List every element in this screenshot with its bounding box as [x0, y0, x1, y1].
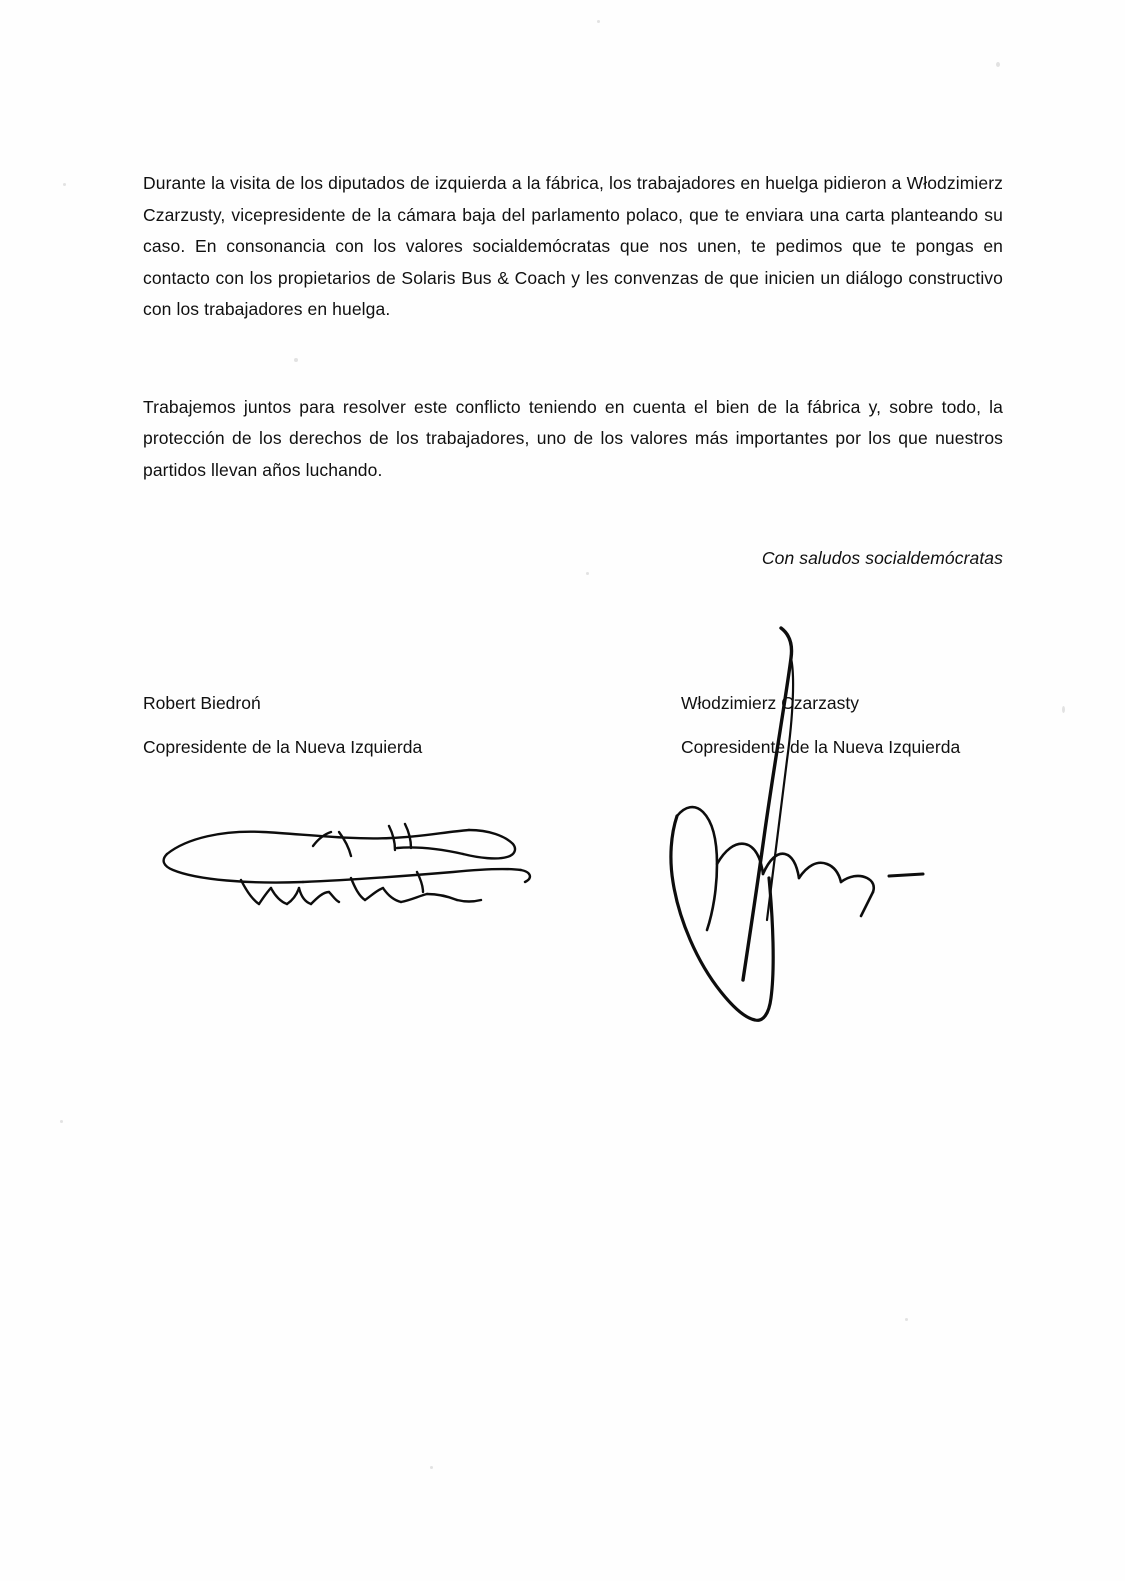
scan-speck: [597, 20, 600, 23]
scan-speck: [586, 572, 589, 575]
letter-body: [143, 168, 1003, 569]
scan-speck: [63, 183, 66, 186]
signatory-role: Copresidente de la Nueva Izquierda: [143, 737, 423, 757]
signature-area: [143, 690, 1003, 1090]
closing-salutation: Con saludos socialdemócratas: [761, 548, 1003, 568]
scan-speck: [60, 1120, 63, 1123]
handwritten-signature-wlodzimierz-czarzasty: [663, 620, 943, 1055]
signatory-role: Copresidente de la Nueva Izquierda: [681, 737, 961, 757]
paragraph-1: Durante la visita de los diputados de izquierda a la fábrica, los trabajadores en huelga pidieron a Włodzimierz Czarzusty, vicepresidente de la cámara baja del parlamento polaco, que te enviara una carta planteando su caso. En consonancia con los valores socialdemócratas que nos unen, te pedimos que te pongas en contacto con los propietarios de Solaris Bus & Coach y les convenzas de que inicien un diálogo constructivo con los trabajadores en huelga.: [143, 173, 1003, 319]
paragraph-2: Trabajemos juntos para resolver este conflicto teniendo en cuenta el bien de la fábrica y, sobre todo, la protección de los derechos de los trabajadores, uno de los valores más importantes por los que nuestros partidos llevan años luchando.: [143, 396, 1003, 480]
scan-speck: [430, 1466, 433, 1469]
signatory-block-left: [143, 690, 543, 760]
signatory-name: Robert Biedroń: [143, 693, 261, 713]
handwritten-signature-robert-biedron: [153, 808, 553, 943]
scan-speck: [905, 1318, 908, 1321]
signatory-name: Włodzimierz Czarzasty: [681, 693, 859, 713]
scan-speck: [996, 62, 1000, 67]
